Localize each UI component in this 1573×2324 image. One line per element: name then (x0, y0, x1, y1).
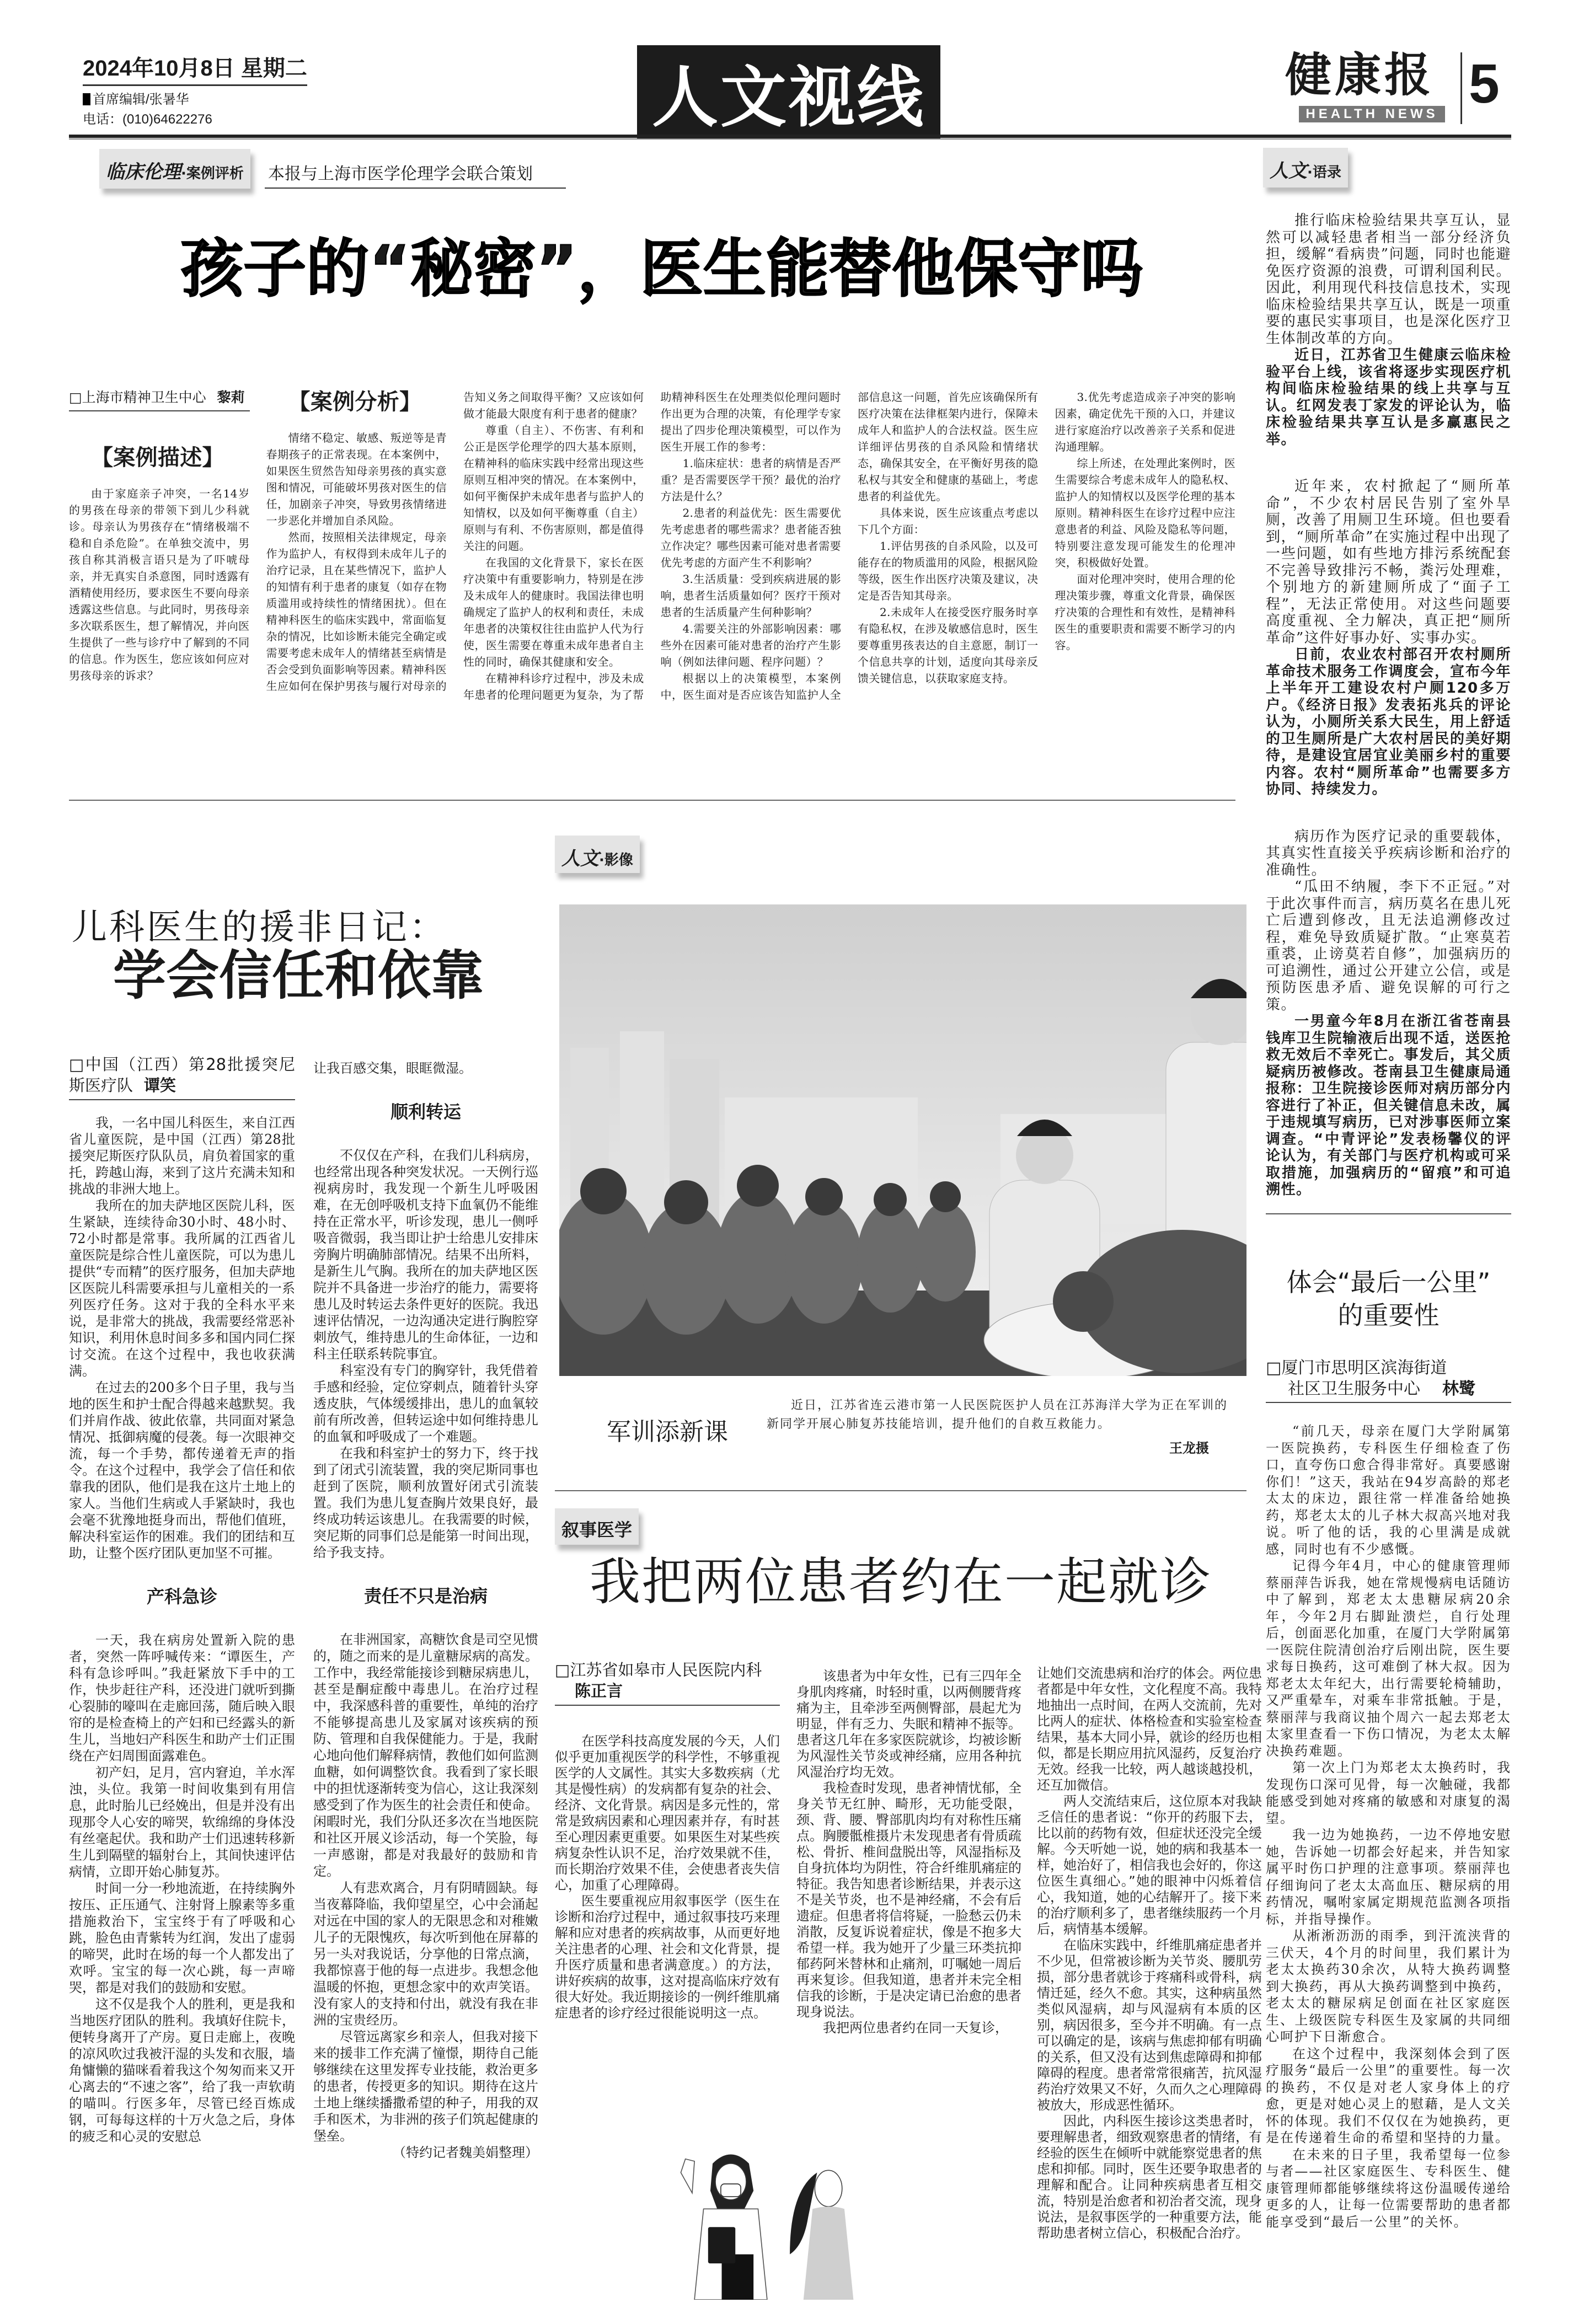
quotes-column (1266, 212, 1511, 1198)
paragraph: 1.临床症状：患者的病情是否严重？是否需要医学干预？最优的治疗方法是什么？ (660, 457, 841, 503)
headline-africa-diary: 学会信任和依靠 (113, 945, 484, 1006)
paragraph: 2.未成年人在接受医疗服务时享有隐私权，在涉及敏感信息时，医生要尊重男孩表达的自主意愿，制订一个信息共享的计划，适度向其母亲反馈关键信息，以获取家庭支持。 (858, 606, 1039, 685)
section-tag-quotes (1263, 148, 1348, 188)
section-tag-main: 临床伦理 (106, 161, 181, 183)
byline-org: □中国（江西）第28批援突尼斯医疗队 (69, 1055, 295, 1095)
divider (555, 1490, 1246, 1491)
paragraph: 在医学科技高度发展的今天，人们似乎更加重视医学的科学性，不够重视医学的人文属性。其实大多数疾病（尤其是慢性病）的发病都有复杂的社会、经济、文化背景。病因是多元性的，常常是致病因素和心理因素并存，有时甚至心理因素更重要。如果医生对某些疾病复杂性认识不足，治疗效果就不佳，而长期治疗效果不佳，会使患者丧失信心，加重了心理障碍。 (555, 1733, 780, 1893)
paragraph: 3.生活质量：受到疾病进展的影响，患者生活质量如何？医疗干预对患者的生活质量产生何种影响？ (660, 572, 841, 619)
header-rule (69, 135, 1511, 140)
byline-author: 林鹭 (1442, 1379, 1475, 1399)
paragraph: 科室没有专门的胸穿针，我凭借着手感和经验，定位穿刺点，随着针头穿透皮肤，气体缓缓排出，患儿的血氧较前有所改善，但转运途中如何维持患儿的血氧和呼吸成了一个难题。 (313, 1363, 538, 1444)
byline-author: 谭笑 (144, 1075, 176, 1095)
paragraph: 我，一名中国儿科医生，来自江西省儿童医院，是中国（江西）第28批援突尼斯医疗队队员，肩负着国家的重托，跨越山海，来到了这片充满未知和挑战的非洲大地上。 (69, 1115, 295, 1197)
byline-org: □江苏省如皋市人民医院内科 (555, 1661, 762, 1679)
photo-credit: 王龙摄 (1169, 1441, 1209, 1456)
paragraph: 记得今年4月，中心的健康管理师蔡丽萍告诉我，她在常规慢病电话随访中了解到，郑老太太患糖尿病20余年，今年2月右脚趾溃烂，自行处理后，创面恶化加重，在厦门大学附属第一医院住院清创治疗后刚出院，医生要求每日换药，这可难倒了林大叔。因为郑老太太年纪大，出行需要轮椅辅助，又严重晕车，对乘车非常抵触。于是，蔡丽萍与我商议抽个周六一起去郑老太太家里查看一下伤口情况，为老太太解决换药难题。 (1266, 1558, 1511, 1759)
paragraph: 一天，我在病房处置新入院的患者，突然一阵呼喊传来：“谭医生，产科有急诊呼叫。”我赶紧放下手中的工作，快步赶往产科，还没进门就听到撕心裂肺的嚎叫在走廊回荡，随后映入眼帘的是检查椅上的产妇和已经露头的新生儿，当地妇产科医生和助产士们正围绕在产妇周围面露难色。 (69, 1632, 295, 1764)
heading-case-analysis: 【案例分析】 (288, 389, 422, 415)
quote-paragraph: “瓜田不纳履，李下不正冠。”对于此次事件而言，病历莫名在患儿死亡后遭到修改，且无法追溯修改过程，难免导致质疑扩散。“止寒莫若重裘，止谤莫若自修”，加强病历的可追溯性，通过公开建立公信，或是预防医患矛盾、避免误解的可行之策。 (1266, 879, 1511, 1013)
paragraph: 初产妇，足月，宫内窘迫，羊水浑浊，头位。我第一时间收集到有用信息，此时胎儿已经娩出，但是并没有出现那令人心安的啼哭，软绵绵的身体没有丝毫起伏。我和助产士们迅速转移新生儿到隔壁的辐射台上，其间快速评估病情，立即开始心肺复苏。 (69, 1765, 295, 1880)
paragraph: 综上所述，在处理此案例时，医生需要综合考虑未成年人的隐私权、监护人的知情权以及医学伦理的基本原则。精神科医生在诊疗过程中应注意患者的利益、风险及隐私等问题，特别要注意发现可能发生的伦理冲突，积极做好处置。 (1055, 457, 1235, 569)
article-column-1 (555, 1660, 780, 2021)
quote-tag-main: 人文 (1270, 160, 1307, 182)
section-tag-images (555, 836, 640, 873)
paragraph: 我检查时发现，患者神情忧郁，全身关节无红肿、畸形，无功能受限，颈、背、腰、臀部肌肉均有对称性压痛点。胸腰骶椎摄片未发现患者有骨质疏松、骨折、椎间盘脱出等，风湿指标及自身抗体均为阴性，符合纤维肌痛症的特征。我告知患者诊断结果，并表示这不是关节炎，也不是神经痛，不会有后遗症。但患者将信将疑，一脸愁云仍未消散，反复诉说着症状，像是不抱多大希望一样。我为她开了少量三环类抗抑郁药阿米替林和止痛剂，叮嘱她一周后再来复诊。但我知道，患者并未完全相信我的诊断，于是决定请已治愈的患者现身说法。 (796, 1780, 1021, 2020)
quote-paragraph: 近年来，农村掀起了“厕所革命”，不少农村居民告别了室外旱厕，改善了用厕卫生环境。但也要看到，“厕所革命”在实施过程中出现了一些问题，如有些地方排污系统配套不完善导致排污不畅，粪污处理难，个别地方的新建厕所成了“面子工程”，无法正常使用。对这些问题要高度重视、全力解决，真正把“厕所革命”这件好事办好、实事办实。 (1266, 478, 1511, 646)
paragraph: 不仅仅在产科，在我们儿科病房，也经常出现各种突发状况。一天例行巡视病房时，我发现一个新生儿呼吸困难，在无创呼吸机支持下血氧仍不能维持在正常水平，听诊发现，患儿一侧呼吸音微弱，我当即让护士给患儿安排床旁胸片明确肺部情况。结果不出所料，是新生儿气胸。我所在的加夫萨地区医院并不具备进一步治疗的能力，需要将患儿及时转运去条件更好的医院。我迅速评估情况，一边沟通决定进行胸腔穿刺放气，维持患儿的生命体征，一边和科主任联系转院事宜。 (313, 1148, 538, 1362)
paragraph: 人有悲欢离合，月有阴晴圆缺。每当夜幕降临，我仰望星空，心中会涌起对远在中国的家人的无限思念和对稚嫩儿子的无限愧疚，每次听到他在屏幕的另一头对我说话，分享他的日常点滴，我都惊喜于他的每一点进步。我想念他温暖的怀抱，更想念家中的欢声笑语。没有家人的支持和付出，就没有我在非洲的宝贵经历。 (313, 1880, 538, 2028)
headline-two-patients: 我把两位患者约在一起就诊 (589, 1552, 1212, 1611)
paragraph: 尊重（自主）、不伤害、有利和公正是医学伦理学的四大基本原则，在精神科的临床实践中经常出现这些原则互相冲突的情况。在本案例中，如何平衡保护未成年患者与监护人的知情权，以及如何平衡尊重（自主）原则与有利、不伤害原则，都是值得关注的问题。 (463, 424, 644, 553)
heading-case-description: 【案例描述】 (91, 445, 224, 470)
byline (69, 389, 250, 411)
news-photo-cpr-training (559, 904, 1246, 1376)
byline (69, 1054, 295, 1100)
article-column-2 (313, 1060, 538, 2161)
divider (69, 800, 1235, 801)
newspaper-logo-english: HEALTH NEWS (1299, 106, 1445, 122)
paragraph: 这不仅是我个人的胜利，更是我和当地医疗团队的胜利。我填好住院卡，便转身离开了产房。夏日走廊上，夜晚的凉风吹过我被汗湿的头发和衣服，墙角慵懒的猫咪看着我这个匆匆而来又开心离去的“不速之客”，给了我一声软萌的喵叫。行医多年，尽管已经百炼成钢，可每每这样的十万火急之后，身体的疲乏和心灵的安慰总 (69, 1996, 295, 2145)
editor-credit: （特约记者魏美娟整理） (393, 2145, 538, 2160)
paragraph: 该患者为中年女性，已有三四年全身肌肉疼痛，时轻时重，以两侧腰背疼痛为主，且牵涉至两侧臀部，晨起尤为明显，伴有乏力、失眠和精神不振等。患者这几年在多家医院就诊，均被诊断为风湿性关节炎或神经痛，应用各种抗风湿治疗均无效。 (796, 1668, 1021, 1780)
paragraph: 情绪不稳定、敏感、叛逆等是青春期孩子的正常表现。在本案例中，如果医生贸然告知母亲男孩的真实意图和情况，可能破坏男孩对医生的信任，加剧亲子冲突，导致男孩情绪进一步恶化并增加自杀风险。 (266, 431, 447, 527)
article-column-1 (69, 1054, 295, 2145)
byline (555, 1660, 780, 1706)
section-subtitle: 本报与上海市医学伦理学会联合策划 (265, 160, 566, 189)
subheading: 责任不只是治病 (363, 1586, 488, 1607)
paragraph: 从淅淅沥沥的雨季，到汗流浃背的三伏天，4个月的时间里，我们累计为老太太换药30余次，从特大换药调整到大换药，再从大换药调整到中换药，老太太的糖尿病足创面在社区家庭医生、上级医院专科医生及家属的共同细心呵护下日渐愈合。 (1266, 1928, 1511, 2044)
quote-tag-sub: ·语录 (1307, 164, 1341, 181)
page-number: 5 (1460, 52, 1500, 124)
quote-paragraph: 推行临床检验结果共享互认，显然可以减轻患者相当一部分经济负担，缓解“看病贵”问题，同时也能避免医疗资源的浪费，可谓利国利民。因此，利用现代科技信息技术，实现临床检验结果共享互认，既是一项重要的惠民实事项目，也是深化医疗卫生体制改革的方向。 (1266, 212, 1511, 347)
paragraph: 2.患者的利益优先：医生需要优先考虑患者的哪些需求？患者能否独立作决定？哪些因素可能对患者需要优先考虑的方面产生不利影响？ (660, 506, 841, 569)
byline-org-2: 社区卫生服务中心 (1288, 1379, 1420, 1399)
images-tag-sub: ·影像 (599, 852, 633, 869)
byline-org: □厦门市思明区滨海街道 (1266, 1358, 1447, 1378)
headline-main: 孩子的“秘密”，医生能替他保守吗 (180, 232, 1143, 306)
paragraph: 1.评估男孩的自杀风险，以及可能存在的物质滥用的风险，根据风险等级，医生作出医疗决策及建议，决定是否告知其母亲。 (858, 539, 1039, 602)
photo-caption: 近日，江苏省连云港市第一人民医院医护人员在江苏海洋大学为正在军训的新同学开展心肺复苏技能培训，提升他们的自救互救能力。 (767, 1399, 1228, 1431)
newspaper-logo: 健康报 (1285, 47, 1435, 102)
paragraph: 在过去的200多个日子里，我与当地的医生和护士配合得越来越默契。我们并肩作战、彼此依靠，共同面对紧急情况、抵御病魔的侵袭。每一次眼神交流，每一个手势，都传递着无声的指令。在这个过程中，我学会了信任和依靠我的团队，他们是我在这片土地上的家人。当他们生病或人手紧缺时，我也会毫不犹豫地挺身而出，帮他们值班，解决科室运作的困难。我们的团结和互助，让整个医疗团队更加坚不可摧。 (69, 1380, 295, 1561)
paragraph: 在非洲国家，高糖饮食是司空见惯的，随之而来的是儿童糖尿病的高发。工作中，我经常能接诊到糖尿病患儿，甚至是酮症酸中毒患儿。在治疗过程中，我深感科普的重要性，单纯的治疗不能够提高患儿及家属对该疾病的预防、管理和自我保健能力。于是，我耐心地向他们解释病情，教他们如何监测血糖，如何调整饮食。我看到了家长眼中的担忧逐渐转变为信心，这让我深刻感受到了作为医生的社会责任和使命。闲暇时光，我们分队还多次在当地医院和社区开展义诊活动，每一个笑脸，每一声感谢，都是对我最好的鼓励和肯定。 (313, 1632, 538, 1879)
paragraph: 我所在的加夫萨地区医院儿科，医生紧缺，连续待命30小时、48小时、72小时都是常事。我所属的江西省儿童医院是综合性儿童医院，可以为患儿提供“专而精”的医疗服务，但加夫萨地区医院儿科需要承担与儿童相关的一系列医疗任务。这对于我的全科水平来说，是非常大的挑战，我需要经常恶补知识，利用休息时间多多和国内同仁探讨交流。在这个过程中，我也收获满满。 (69, 1198, 295, 1379)
paragraph: 在未来的日子里，我希望每一位参与者——社区家庭医生、专科医生、健康管理师都能够继续将这份温暖传递给更多的人，让每一位需要帮助的患者都能享受到“最后一公里”的关怀。 (1266, 2146, 1511, 2230)
issue-date: 2024年10月8日 星期二 (83, 51, 307, 86)
paragraph: 让我百感交集，眼眶微湿。 (313, 1061, 472, 1076)
headline-line-1: 体会“最后一公里” (1286, 1267, 1491, 1297)
headline-line-2: 的重要性 (1337, 1300, 1440, 1330)
paragraph: 在这个过程中，我深刻体会到了医疗服务“最后一公里”的重要性。每一次的换药，不仅是对老人家身体上的疗愈，更是对她心灵上的慰藉，是人文关怀的体现。我们不仅仅在为她换药，更是在传递着生命的希望和坚持的力量。 (1266, 2045, 1511, 2145)
article-column-3 (1037, 1666, 1262, 2241)
paragraph: 医生要重视应用叙事医学（医生在诊断和治疗过程中，通过叙事技巧来理解和应对患者的疾病故事，从而更好地关注患者的心理、社会和文化背景，提升医疗质量和患者满意度。）的方法，讲好疾病的故事，这对提高临床疗效有很大好处。我近期接诊的一例纤维肌痛症患者的诊疗经过很能说明这一点。 (555, 1893, 780, 2021)
headline-kicker: 儿科医生的援非日记： (72, 907, 447, 948)
quote-summary: 日前，农业农村部召开农村厕所革命技术服务工作调度会，宣布今年上半年开工建设农村户厕120多万户。《经济日报》发表拓兆兵的评论认为，小厕所关系大民生，用上舒适的卫生厕所是广大农村居民的美好期待，是建设宜居宜业美丽乡村的重要内容。农村“厕所革命”也需要多方协同、持续发力。 (1266, 646, 1511, 797)
byline (1266, 1358, 1511, 1403)
paragraph: “前几天，母亲在厦门大学附属第一医院换药，专科医生仔细检查了伤口，直夸伤口愈合得非常好。真要感谢你们！”这天，我站在94岁高龄的郑老太太的床边，跟往常一样准备给她换药，郑老太太的儿子林大叔高兴地对我说。听了他的话，我的心里满是成就感，同时也有不少感慨。 (1266, 1423, 1511, 1557)
paragraph: 因此，内科医生接诊这类患者时，要理解患者，细致观察患者的情绪，有经验的医生在倾听中就能察觉患者的焦虑和抑郁。同时，医生还要争取患者的理解和配合。让同种疾病患者互相交流，特别是治愈者和初治者交流，现身说法，是叙事医学的一种重要方法，能帮助患者树立信心，积极配合治疗。 (1037, 2113, 1262, 2241)
paragraph: 具体来说，医生应该重点考虑以下几个方面： (858, 506, 1039, 536)
paragraph: 我把两位患者约在同一天复诊， (823, 2020, 1008, 2036)
paragraph: 在精神科诊疗过程中，涉及未成年患者的伦理问题更为复杂，为了帮助精神科医生在处理类似伦理问题时作出更为合理的决策，有伦理学专家提出了四步伦理决策模型，可以作为医生开展工作的参考： (463, 390, 841, 702)
quote-paragraph: 病历作为医疗记录的重要载体，其真实性直接关乎疾病诊断和治疗的准确性。 (1266, 828, 1511, 879)
subheading: 顺利转运 (390, 1101, 461, 1122)
article-body-last-mile (1266, 1423, 1511, 2230)
divider (1266, 1213, 1511, 1214)
quote-summary: 一男童今年8月在浙江省苍南县钱库卫生院输液后出现不适，送医抢救无效后不幸死亡。事发后，其父质疑病历被修改。苍南县卫生健康局通报称：卫生院接诊医师对病历部分内容进行了补正，但关键信息未改，属于违规填写病历，已对涉事医师立案调查。“中青评论”发表杨馨仪的评论认为，有关部门与医疗机构或可采取措施，加强病历的“留痕”和可追溯性。 (1266, 1013, 1511, 1198)
paragraph: 让她们交流患病和治疗的体会。两位患者都是中年女性，文化程度不高。我特地抽出一点时间，在两人交流前，先对比两人的症状、体格检查和实验室检查结果，基本大同小异，就诊的经历也相似，都是长期应用抗风湿药，反复治疗无效。经我一比较，两人越谈越投机，还互加微信。 (1037, 1666, 1262, 1793)
editor-credit: 首席编辑/张暑华 (83, 88, 189, 108)
paragraph: 面对伦理冲突时，使用合理的伦理决策步骤，尊重文化背景，确保医疗决策的合理性和有效性，是精神科医生的重要职责和需要不断学习的内容。 (1055, 572, 1235, 652)
subheading: 产科急诊 (146, 1586, 217, 1608)
paragraph: 然而，按照相关法律规定，母亲作为监护人，有权得到未成年儿子的治疗记录，且在某些情况下，监护人的知情有利于患者的康复（如存在物质滥用或持续性的情绪困扰）。但在精神科医生的临床实践中，常面临复杂的情况，比如诊断未能完全确定或需要考虑未成年人的情绪甚至病情是否会受到负面影响等因素。精神科医生应如何在保护男孩与履行对母亲的告知义务之间取得平衡？又应该如何做才能最大限度有利于患者的健康？ (266, 390, 644, 693)
section-masthead: 人文视线 (637, 45, 940, 139)
paragraph: 在临床实践中，纤维肌痛症患者并不少见，但常被诊断为关节炎、腰肌劳损，部分患者就诊于疼痛科或骨科，病情迁延，经久不愈。其实，这种病虽然类似风湿病，却与风湿病有本质的区别，病因很多，至今并不明确。有一点可以确定的是，该病与焦虑抑郁有明确的关系，但又没有达到焦虑障碍和抑郁障碍的程度。患者常常很痛苦，抗风湿药治疗效果又不好，久而久之心理障碍被放大，形成恶性循环。 (1037, 1937, 1262, 2113)
byline-org: □上海市精神卫生中心 (69, 389, 206, 405)
photo-title: 军训添新课 (607, 1418, 728, 1446)
images-tag-main: 人文 (561, 848, 599, 870)
paragraph: 我一边为她换药，一边不停地安慰她，告诉她一切都会好起来，并告知家属平时伤口护理的注意事项。蔡丽萍也仔细询问了老太太高血压、糖尿病的用药情况，嘱咐家属定期规范监测各项指标，并指导操作。 (1266, 1827, 1511, 1927)
paragraph: 由于家庭亲子冲突，一名14岁的男孩在母亲的带领下到儿少科就诊。母亲认为男孩存在“情绪极端不稳和自杀危险”。在单独交流中，男孩自称其消极言语只是为了吓唬母亲，并无真实自杀意图，同时透露有酒精使用经历，要求医生不要向母亲透露这些信息。与此同时，男孩母亲多次联系医生，想了解情况，并向医生提供了一些与诊疗中了解到的不同的信息。作为医生，您应该如何应对男孩母亲的诉求？ (69, 486, 250, 682)
contact-phone: 电话：(010)64622276 (83, 112, 212, 127)
headline-last-mile (1266, 1266, 1511, 1332)
paragraph: 时间一分一秒地流逝，在持续胸外按压、正压通气、注射肾上腺素等多重措施救治下，宝宝终于有了呼吸和心跳，脸色由青紫转为红润，发出了虚弱的啼哭，此时在场的每一个人都发出了欢呼。宝宝的每一次心跳，每一声啼哭，都是对我们的鼓励和安慰。 (69, 1881, 295, 1996)
paragraph: 3.优先考虑造成亲子冲突的影响因素，确定优先干预的入口，并建议进行家庭治疗以改善亲子关系和促进沟通理解。 (1055, 390, 1235, 453)
paragraph: 在我国的文化背景下，家长在医疗决策中有重要影响力，特别是在涉及未成年人的健康时。我国法律也明确规定了监护人的权利和责任，未成年患者的决策权往往由监护人代为行使，医生需要在尊重未成年患者自主性的同时，确保其健康和安全。 (463, 556, 644, 668)
paragraph: 根据以上的决策模型，本案例中，医生面对是否应该告知监护人全部信息这一问题，首先应该确保所有医疗决策在法律框架内进行，保障未成年人和监护人的合法权益。医生应详细评估男孩的自杀风险和情绪状态，确保其安全，在平衡好男孩的隐私权与其安全和健康的基础上，考虑患者的利益优先。 (660, 390, 1039, 702)
quote-summary: 近日，江苏省卫生健康云临床检验平台上线，该省将逐步实现医疗机构间临床检验结果的线上共享与互认。红网发表丁家发的评论认为，临床检验结果共享互认是多赢惠民之举。 (1266, 347, 1511, 448)
byline-author: 黎莉 (217, 389, 245, 405)
section-tag-sub: ·案例评析 (181, 165, 244, 182)
paragraph: 两人交流结束后，这位原本对我缺乏信任的患者说：“你开的药服下去，比以前的药物有效，但症状还没完全缓解。今天听她一说，她的病和我基本一样，她治好了，相信我也会好的，你这位医生真细心。”她的眼神中闪烁着信心，我知道，她的心结解开了。接下来的治疗顺利多了，患者继续服药一个月后，病情基本缓解。 (1037, 1793, 1262, 1937)
paragraph: 4.需要关注的外部影响因素：哪些外在因素可能对患者的治疗产生影响（例如法律问题、程序问题）？ (660, 622, 841, 668)
article-column-2 (796, 1668, 1021, 2036)
paragraph: 第一次上门为郑老太太换药时，我发现伤口深可见骨，每一次触碰，我都能感受到她对疼痛的敏感和对康复的渴望。 (1266, 1760, 1511, 1826)
paragraph: 在我和科室护士的努力下，终于找到了闭式引流装置，我的突尼斯同事也赶到了医院，顺利放置好闭式引流装置。我们为患儿复查胸片效果良好，最终成功转运该患儿。在我需要的时候，突尼斯的同事们总是能第一时间出现，给予我支持。 (313, 1445, 538, 1560)
section-tag-narrative-medicine: 叙事医学 (555, 1508, 639, 1545)
paragraph: 尽管远离家乡和亲人，但我对接下来的援非工作充满了憧憬，期待自己能够继续在这里发挥专业技能，救治更多的患者，传授更多的知识。期待在这片土地上继续播撒希望的种子，用我的双手和医术，为非洲的孩子们筑起健康的堡垒。 (313, 2029, 538, 2144)
section-tag-clinical-ethics (99, 149, 250, 189)
article-body-ethics-case (69, 389, 1235, 703)
byline-author: 陈正言 (575, 1681, 623, 1700)
illustration-doctor-and-patient (629, 2145, 910, 2300)
